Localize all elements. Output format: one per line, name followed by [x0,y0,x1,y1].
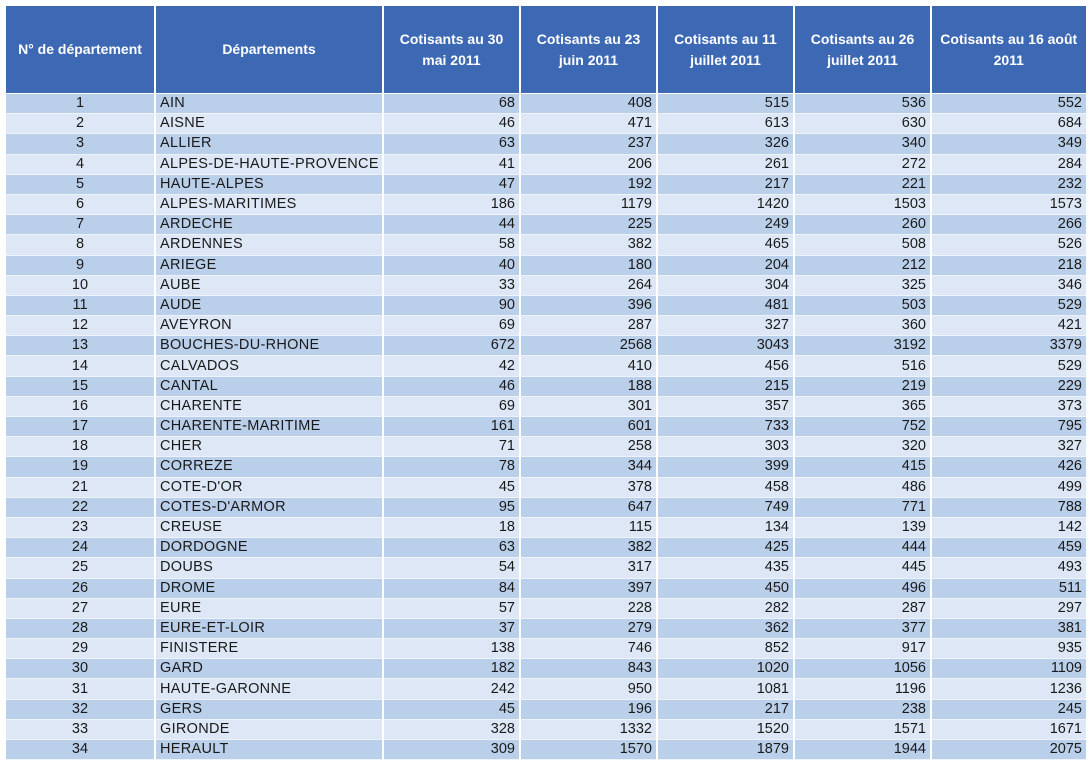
cotisants-23-juin-cell: 410 [520,356,657,376]
department-number-cell: 14 [6,356,155,376]
department-name-cell: HAUTE-ALPES [155,174,383,194]
table-row [6,134,1086,154]
cotisants-26-juillet-cell: 340 [794,134,931,154]
cotisants-23-juin-cell: 408 [520,94,657,114]
cotisants-16-aout-cell: 529 [931,295,1086,315]
cotisants-11-juillet-cell: 515 [657,94,794,114]
cotisants-30-mai-cell: 45 [383,477,520,497]
cotisants-23-juin-cell: 258 [520,437,657,457]
cotisants-30-mai-cell: 41 [383,154,520,174]
cotisants-11-juillet-cell: 1520 [657,719,794,739]
cotisants-26-juillet-cell: 1196 [794,679,931,699]
cotisants-30-mai-cell: 328 [383,719,520,739]
department-name-cell: ALPES-MARITIMES [155,194,383,214]
department-number-cell: 7 [6,215,155,235]
cotisants-16-aout-cell: 684 [931,114,1086,134]
header-cotisants-26-juillet: Cotisants au 26 juillet 2011 [794,6,931,94]
table-row [6,578,1086,598]
cotisants-11-juillet-cell: 362 [657,618,794,638]
cotisants-16-aout-cell: 284 [931,154,1086,174]
department-name-cell: ARDENNES [155,235,383,255]
cotisants-30-mai-cell: 672 [383,336,520,356]
cotisants-11-juillet-cell: 456 [657,356,794,376]
table-row [6,255,1086,275]
cotisants-23-juin-cell: 344 [520,457,657,477]
department-name-cell: AUDE [155,295,383,315]
cotisants-26-juillet-cell: 508 [794,235,931,255]
department-name-cell: CHARENTE-MARITIME [155,417,383,437]
department-number-cell: 1 [6,94,155,114]
cotisants-30-mai-cell: 37 [383,618,520,638]
table-row [6,719,1086,739]
cotisants-26-juillet-cell: 516 [794,356,931,376]
cotisants-11-juillet-cell: 3043 [657,336,794,356]
table-row [6,235,1086,255]
department-number-cell: 13 [6,336,155,356]
department-name-cell: ALPES-DE-HAUTE-PROVENCE [155,154,383,174]
cotisants-11-juillet-cell: 249 [657,215,794,235]
cotisants-11-juillet-cell: 1879 [657,740,794,760]
department-name-cell: BOUCHES-DU-RHONE [155,336,383,356]
cotisants-26-juillet-cell: 221 [794,174,931,194]
header-row [6,6,1086,94]
cotisants-26-juillet-cell: 536 [794,94,931,114]
cotisants-26-juillet-cell: 320 [794,437,931,457]
cotisants-26-juillet-cell: 219 [794,376,931,396]
cotisants-23-juin-cell: 396 [520,295,657,315]
department-name-cell: CREUSE [155,517,383,537]
cotisants-11-juillet-cell: 134 [657,517,794,537]
cotisants-26-juillet-cell: 139 [794,517,931,537]
cotisants-16-aout-cell: 2075 [931,740,1086,760]
department-number-cell: 3 [6,134,155,154]
cotisants-30-mai-cell: 46 [383,376,520,396]
department-number-cell: 24 [6,538,155,558]
department-number-cell: 18 [6,437,155,457]
department-number-cell: 22 [6,497,155,517]
cotisants-11-juillet-cell: 215 [657,376,794,396]
cotisants-16-aout-cell: 935 [931,639,1086,659]
cotisants-23-juin-cell: 180 [520,255,657,275]
cotisants-30-mai-cell: 186 [383,194,520,214]
department-name-cell: GERS [155,699,383,719]
cotisants-26-juillet-cell: 917 [794,639,931,659]
department-name-cell: GIRONDE [155,719,383,739]
cotisants-16-aout-cell: 421 [931,316,1086,336]
cotisants-23-juin-cell: 746 [520,639,657,659]
department-name-cell: DROME [155,578,383,598]
cotisants-16-aout-cell: 1236 [931,679,1086,699]
cotisants-16-aout-cell: 229 [931,376,1086,396]
table-row [6,457,1086,477]
table-row [6,437,1086,457]
cotisants-23-juin-cell: 382 [520,538,657,558]
cotisants-30-mai-cell: 46 [383,114,520,134]
cotisants-26-juillet-cell: 260 [794,215,931,235]
department-name-cell: HERAULT [155,740,383,760]
cotisants-16-aout-cell: 349 [931,134,1086,154]
cotisants-16-aout-cell: 795 [931,417,1086,437]
department-number-cell: 30 [6,659,155,679]
cotisants-26-juillet-cell: 444 [794,538,931,558]
cotisants-16-aout-cell: 526 [931,235,1086,255]
cotisants-23-juin-cell: 1570 [520,740,657,760]
department-number-cell: 2 [6,114,155,134]
cotisants-30-mai-cell: 138 [383,639,520,659]
cotisants-11-juillet-cell: 733 [657,417,794,437]
department-name-cell: AVEYRON [155,316,383,336]
table-row [6,618,1086,638]
cotisants-30-mai-cell: 84 [383,578,520,598]
department-name-cell: ARDECHE [155,215,383,235]
cotisants-23-juin-cell: 471 [520,114,657,134]
cotisants-16-aout-cell: 1573 [931,194,1086,214]
cotisants-11-juillet-cell: 303 [657,437,794,457]
cotisants-16-aout-cell: 245 [931,699,1086,719]
cotisants-26-juillet-cell: 771 [794,497,931,517]
cotisants-26-juillet-cell: 1571 [794,719,931,739]
cotisants-30-mai-cell: 68 [383,94,520,114]
department-number-cell: 6 [6,194,155,214]
department-name-cell: HAUTE-GARONNE [155,679,383,699]
department-number-cell: 12 [6,316,155,336]
department-number-cell: 9 [6,255,155,275]
table-container [6,5,1086,760]
cotisants-26-juillet-cell: 752 [794,417,931,437]
department-name-cell: CHER [155,437,383,457]
cotisants-26-juillet-cell: 415 [794,457,931,477]
table-row [6,275,1086,295]
cotisants-26-juillet-cell: 1056 [794,659,931,679]
cotisants-30-mai-cell: 69 [383,316,520,336]
cotisants-11-juillet-cell: 282 [657,598,794,618]
cotisants-26-juillet-cell: 503 [794,295,931,315]
cotisants-23-juin-cell: 2568 [520,336,657,356]
cotisants-11-juillet-cell: 481 [657,295,794,315]
cotisants-23-juin-cell: 225 [520,215,657,235]
table-row [6,295,1086,315]
cotisants-16-aout-cell: 266 [931,215,1086,235]
header-cotisants-16-aout: Cotisants au 16 août 2011 [931,6,1086,94]
cotisants-30-mai-cell: 45 [383,699,520,719]
cotisants-26-juillet-cell: 272 [794,154,931,174]
table-row [6,598,1086,618]
cotisants-23-juin-cell: 382 [520,235,657,255]
table-row [6,94,1086,114]
cotisants-16-aout-cell: 499 [931,477,1086,497]
department-number-cell: 29 [6,639,155,659]
department-name-cell: AIN [155,94,383,114]
cotisants-16-aout-cell: 529 [931,356,1086,376]
cotisants-30-mai-cell: 33 [383,275,520,295]
cotisants-26-juillet-cell: 630 [794,114,931,134]
cotisants-23-juin-cell: 279 [520,618,657,638]
table-body [6,94,1086,760]
cotisants-30-mai-cell: 309 [383,740,520,760]
department-number-cell: 23 [6,517,155,537]
cotisants-30-mai-cell: 69 [383,396,520,416]
department-number-cell: 17 [6,417,155,437]
table-row [6,396,1086,416]
department-name-cell: EURE [155,598,383,618]
cotisants-30-mai-cell: 44 [383,215,520,235]
cotisants-23-juin-cell: 378 [520,477,657,497]
cotisants-16-aout-cell: 142 [931,517,1086,537]
cotisants-16-aout-cell: 232 [931,174,1086,194]
department-name-cell: CHARENTE [155,396,383,416]
cotisants-30-mai-cell: 78 [383,457,520,477]
cotisants-23-juin-cell: 287 [520,316,657,336]
department-number-cell: 11 [6,295,155,315]
department-number-cell: 28 [6,618,155,638]
cotisants-26-juillet-cell: 3192 [794,336,931,356]
cotisants-26-juillet-cell: 1503 [794,194,931,214]
cotisants-16-aout-cell: 218 [931,255,1086,275]
cotisants-16-aout-cell: 459 [931,538,1086,558]
cotisants-16-aout-cell: 346 [931,275,1086,295]
cotisants-23-juin-cell: 264 [520,275,657,295]
department-number-cell: 34 [6,740,155,760]
cotisants-11-juillet-cell: 435 [657,558,794,578]
cotisants-30-mai-cell: 47 [383,174,520,194]
cotisants-23-juin-cell: 301 [520,396,657,416]
cotisants-16-aout-cell: 426 [931,457,1086,477]
cotisants-23-juin-cell: 950 [520,679,657,699]
cotisants-16-aout-cell: 3379 [931,336,1086,356]
department-number-cell: 27 [6,598,155,618]
cotisants-16-aout-cell: 373 [931,396,1086,416]
cotisants-30-mai-cell: 182 [383,659,520,679]
department-number-cell: 15 [6,376,155,396]
department-number-cell: 19 [6,457,155,477]
cotisants-26-juillet-cell: 360 [794,316,931,336]
department-name-cell: GARD [155,659,383,679]
department-name-cell: ALLIER [155,134,383,154]
department-name-cell: CANTAL [155,376,383,396]
cotisants-30-mai-cell: 71 [383,437,520,457]
cotisants-16-aout-cell: 327 [931,437,1086,457]
table-row [6,699,1086,719]
department-name-cell: FINISTERE [155,639,383,659]
header-cotisants-30-mai: Cotisants au 30 mai 2011 [383,6,520,94]
cotisants-30-mai-cell: 58 [383,235,520,255]
cotisants-23-juin-cell: 196 [520,699,657,719]
cotisants-11-juillet-cell: 749 [657,497,794,517]
table-row [6,497,1086,517]
cotisants-30-mai-cell: 42 [383,356,520,376]
table-row [6,356,1086,376]
department-name-cell: CORREZE [155,457,383,477]
cotisants-23-juin-cell: 601 [520,417,657,437]
cotisants-16-aout-cell: 1671 [931,719,1086,739]
department-number-cell: 25 [6,558,155,578]
department-number-cell: 26 [6,578,155,598]
cotisants-23-juin-cell: 317 [520,558,657,578]
cotisants-23-juin-cell: 206 [520,154,657,174]
cotisants-23-juin-cell: 843 [520,659,657,679]
table-row [6,154,1086,174]
cotisants-11-juillet-cell: 1420 [657,194,794,214]
cotisants-11-juillet-cell: 399 [657,457,794,477]
department-name-cell: EURE-ET-LOIR [155,618,383,638]
department-name-cell: DOUBS [155,558,383,578]
cotisants-11-juillet-cell: 458 [657,477,794,497]
department-name-cell: AUBE [155,275,383,295]
cotisants-16-aout-cell: 511 [931,578,1086,598]
department-number-cell: 4 [6,154,155,174]
header-department-name: Départements [155,6,383,94]
cotisants-26-juillet-cell: 1944 [794,740,931,760]
department-name-cell: ARIEGE [155,255,383,275]
department-number-cell: 32 [6,699,155,719]
department-number-cell: 5 [6,174,155,194]
table-row [6,679,1086,699]
cotisants-26-juillet-cell: 325 [794,275,931,295]
cotisants-26-juillet-cell: 365 [794,396,931,416]
table-row [6,114,1086,134]
cotisants-30-mai-cell: 63 [383,134,520,154]
department-name-cell: DORDOGNE [155,538,383,558]
cotisants-table [6,5,1087,760]
table-row [6,740,1086,760]
cotisants-30-mai-cell: 161 [383,417,520,437]
cotisants-30-mai-cell: 95 [383,497,520,517]
cotisants-16-aout-cell: 493 [931,558,1086,578]
cotisants-11-juillet-cell: 217 [657,174,794,194]
cotisants-11-juillet-cell: 217 [657,699,794,719]
table-row [6,215,1086,235]
cotisants-26-juillet-cell: 445 [794,558,931,578]
table-row [6,417,1086,437]
cotisants-11-juillet-cell: 204 [657,255,794,275]
cotisants-26-juillet-cell: 377 [794,618,931,638]
cotisants-26-juillet-cell: 486 [794,477,931,497]
cotisants-16-aout-cell: 788 [931,497,1086,517]
department-number-cell: 10 [6,275,155,295]
cotisants-23-juin-cell: 647 [520,497,657,517]
cotisants-11-juillet-cell: 852 [657,639,794,659]
cotisants-11-juillet-cell: 1081 [657,679,794,699]
department-name-cell: CALVADOS [155,356,383,376]
department-number-cell: 31 [6,679,155,699]
cotisants-26-juillet-cell: 212 [794,255,931,275]
department-number-cell: 16 [6,396,155,416]
table-row [6,517,1086,537]
cotisants-23-juin-cell: 228 [520,598,657,618]
table-row [6,659,1086,679]
cotisants-16-aout-cell: 1109 [931,659,1086,679]
cotisants-23-juin-cell: 397 [520,578,657,598]
cotisants-26-juillet-cell: 496 [794,578,931,598]
cotisants-30-mai-cell: 242 [383,679,520,699]
header-cotisants-23-juin: Cotisants au 23 juin 2011 [520,6,657,94]
cotisants-11-juillet-cell: 450 [657,578,794,598]
header-department-number: N° de département [6,6,155,94]
cotisants-11-juillet-cell: 1020 [657,659,794,679]
cotisants-23-juin-cell: 1332 [520,719,657,739]
cotisants-23-juin-cell: 237 [520,134,657,154]
cotisants-23-juin-cell: 115 [520,517,657,537]
cotisants-11-juillet-cell: 304 [657,275,794,295]
table-row [6,538,1086,558]
cotisants-11-juillet-cell: 261 [657,154,794,174]
cotisants-23-juin-cell: 192 [520,174,657,194]
cotisants-30-mai-cell: 40 [383,255,520,275]
cotisants-26-juillet-cell: 238 [794,699,931,719]
cotisants-30-mai-cell: 54 [383,558,520,578]
department-name-cell: AISNE [155,114,383,134]
department-name-cell: COTE-D'OR [155,477,383,497]
table-row [6,336,1086,356]
table-row [6,639,1086,659]
cotisants-16-aout-cell: 381 [931,618,1086,638]
department-number-cell: 33 [6,719,155,739]
department-number-cell: 21 [6,477,155,497]
table-row [6,376,1086,396]
cotisants-30-mai-cell: 18 [383,517,520,537]
cotisants-30-mai-cell: 63 [383,538,520,558]
cotisants-16-aout-cell: 552 [931,94,1086,114]
cotisants-11-juillet-cell: 327 [657,316,794,336]
cotisants-30-mai-cell: 90 [383,295,520,315]
cotisants-16-aout-cell: 297 [931,598,1086,618]
header-cotisants-11-juillet: Cotisants au 11 juillet 2011 [657,6,794,94]
cotisants-11-juillet-cell: 326 [657,134,794,154]
cotisants-11-juillet-cell: 613 [657,114,794,134]
cotisants-11-juillet-cell: 465 [657,235,794,255]
cotisants-23-juin-cell: 1179 [520,194,657,214]
table-row [6,174,1086,194]
cotisants-30-mai-cell: 57 [383,598,520,618]
cotisants-23-juin-cell: 188 [520,376,657,396]
table-row [6,558,1086,578]
table-row [6,477,1086,497]
department-name-cell: COTES-D'ARMOR [155,497,383,517]
cotisants-26-juillet-cell: 287 [794,598,931,618]
table-row [6,194,1086,214]
cotisants-11-juillet-cell: 425 [657,538,794,558]
cotisants-11-juillet-cell: 357 [657,396,794,416]
table-row [6,316,1086,336]
department-number-cell: 8 [6,235,155,255]
